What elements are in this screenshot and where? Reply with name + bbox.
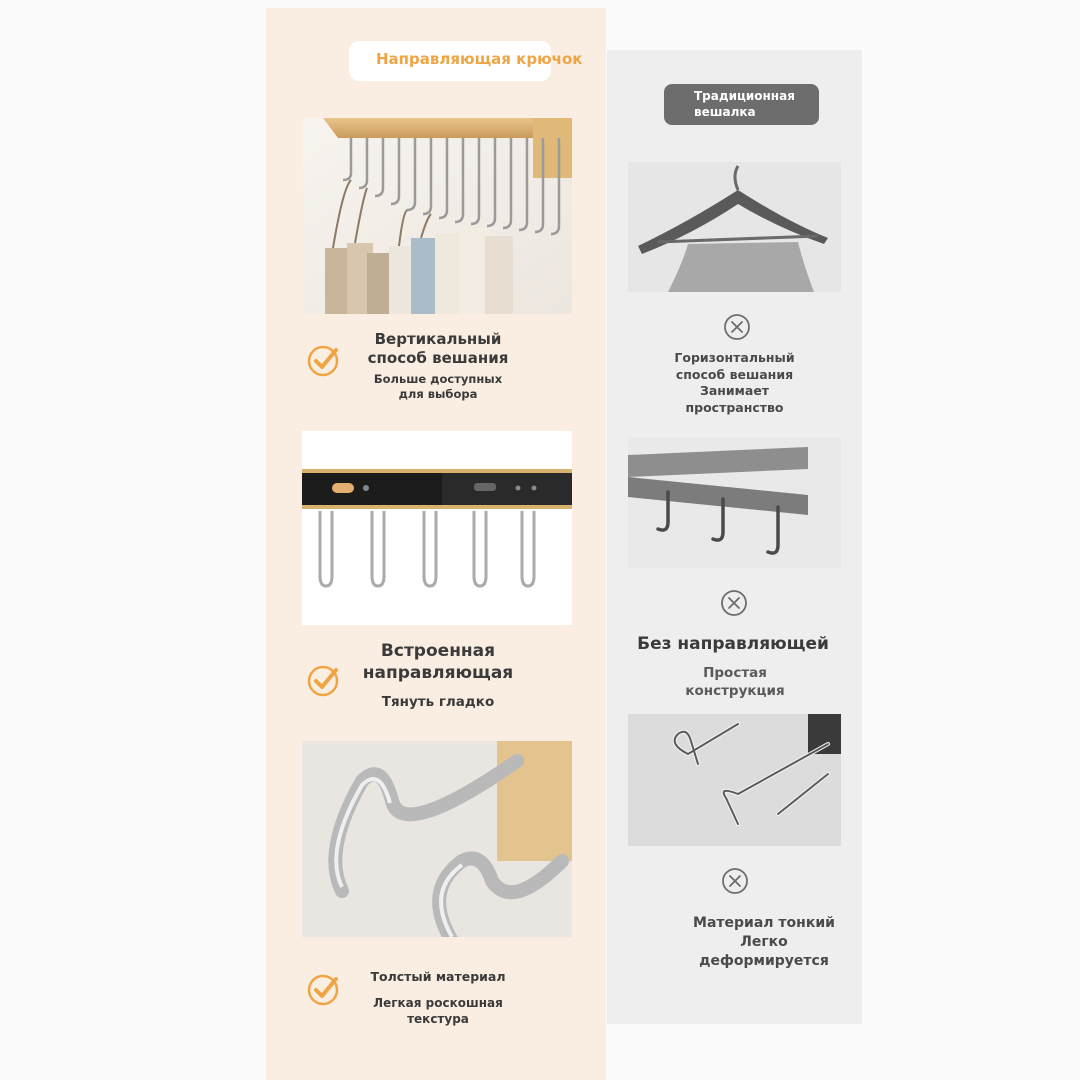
built-in-rail-photo (302, 431, 572, 625)
check-circle-icon (306, 973, 340, 1007)
hook-guide-badge-label: Направляющая крючок (376, 50, 583, 68)
traditional-hanger-badge-label: Традиционная вешалка (694, 89, 795, 119)
feature-title-vertical: Вертикальный способ вешания (367, 330, 509, 367)
feature-thin-material-text: Материал тонкий Легко деформируется (693, 915, 835, 969)
feature-title-material: Толстый материал (370, 969, 506, 984)
feature-desc-material: Легкая роскошная текстура (373, 996, 503, 1026)
feature-no-guide-title: Без направляющей (637, 634, 829, 654)
vertical-hooks-photo (303, 118, 572, 314)
feature-desc-rail: Тянуть гладко (381, 694, 495, 710)
thin-material-photo (628, 714, 841, 846)
x-circle-icon (722, 312, 752, 342)
check-circle-icon (306, 344, 340, 378)
feature-title-rail: Встроенная направляющая (362, 641, 514, 683)
feature-no-guide-desc: Простая конструкция (685, 665, 785, 699)
horizontal-hanger-photo (628, 162, 841, 292)
feature-desc-vertical: Больше доступных для выбора (373, 372, 503, 401)
x-circle-icon (719, 588, 749, 618)
no-guide-hooks-photo (628, 437, 841, 568)
thick-material-photo (302, 741, 572, 937)
feature-horizontal-text: Горизонтальный способ вешания Занимает пространство (674, 350, 795, 415)
x-circle-icon (720, 866, 750, 896)
check-circle-icon (306, 664, 340, 698)
